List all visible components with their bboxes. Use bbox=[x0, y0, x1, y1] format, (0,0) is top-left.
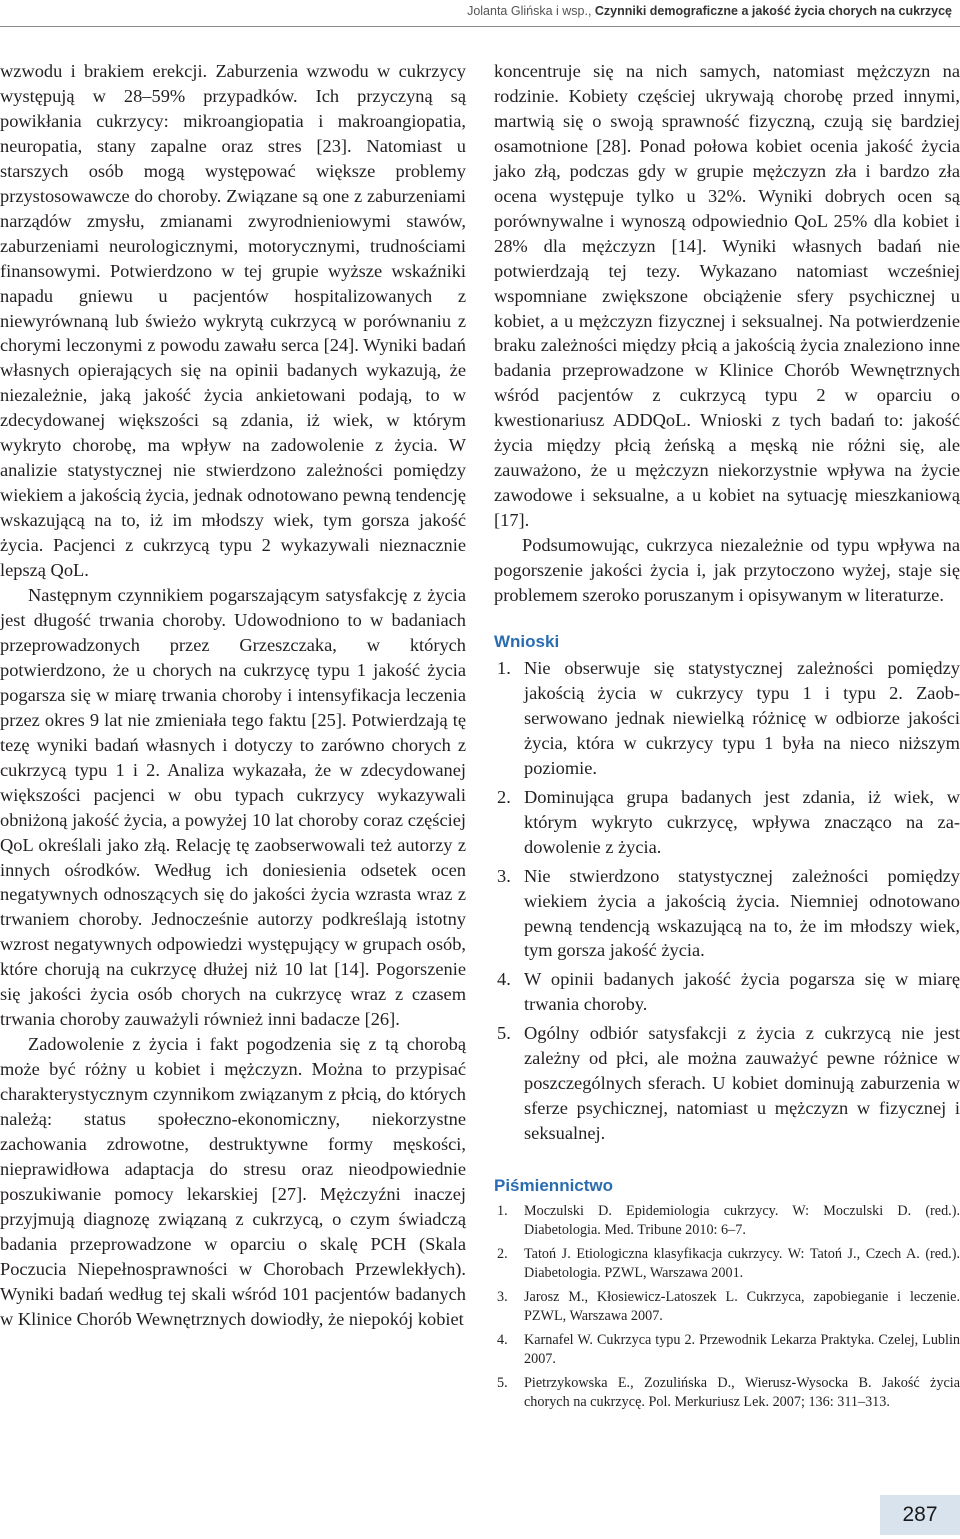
reference-number: 5. bbox=[497, 1375, 508, 1392]
right-column bbox=[494, 59, 960, 1417]
item-text: Nie obserwuje się statystycznej zależności pomiędzy jakością życia w cukrzycy typu 1 i typu 2. Zaobserwowano jednak niewielką różnicę w odbiorze jakości życia, która w cukrzycy typu 1 była na nieco niższym poziomie. bbox=[524, 657, 960, 778]
body-paragraph: Następnym czynnikiem pogarszającym satysfakcję z życia jest długość trwania choroby. Udowodniono to w badaniach przeprowadzonych przez Grzeszczaka, w których potwierdzono, że u chorych na cukrzycę typu 1 jakość życia pogarsza się w miarę trwania choroby i intensyfikacja leczenia przez okres 9 lat nie zmieniała tego faktu [25]. Potwierdzają tę tezę wyniki badań własnych i dotyczy to zarówno chorych z cukrzycą typu 1 i 2. Analiza wykazała, że w zdecydowanej większości pacjenci w obu typach cukrzycy wykazywali obniżoną jakość życia, a powyżej 10 lat choroby coraz częściej QoL określali jako złą. Relację tę zaobserwowali też autorzy z innych ośrodków. Według ich doniesienia odsetek ocen negatywnych odnoszących się do jakości życia wzrasta wraz z trwaniem choroby. Jednocześnie autorzy podkreślają istotny wzrost negatywnych odpowiedzi występujący w grupach osób, które chorują na cukrzycę dłużej niż 10 lat [14]. Pogorszenie się jakości życia osób chorych na cukrzycę wraz z czasem trwania choroby zauważyli również inni badacze [26]. bbox=[0, 585, 466, 1030]
conclusions-list bbox=[494, 656, 960, 1146]
reference-item bbox=[494, 1288, 960, 1326]
references-heading: Piśmiennictwo bbox=[494, 1176, 614, 1196]
conclusion-item bbox=[494, 967, 960, 1017]
conclusion-item bbox=[494, 785, 960, 860]
reference-item bbox=[494, 1202, 960, 1240]
reference-number: 2. bbox=[497, 1246, 508, 1263]
item-number: 4. bbox=[497, 969, 511, 990]
conclusion-item bbox=[494, 1021, 960, 1146]
reference-item bbox=[494, 1331, 960, 1369]
reference-item bbox=[494, 1245, 960, 1283]
reference-number: 4. bbox=[497, 1332, 508, 1349]
reference-item bbox=[494, 1374, 960, 1412]
reference-number: 1. bbox=[497, 1203, 508, 1220]
conclusion-item bbox=[494, 864, 960, 964]
body-paragraph: Zadowolenie z życia i fakt pogodzenia się z tą chorobą może być różny u kobiet i mężczyzn. Można to przypisać charakterystycznym czynnikom związanym z płcią, do których należą: status społeczno-ekonomiczny, niekorzystne zachowania zdrowotne, destruktywne formy męskości, nieprawidłowa adaptacja do stresu oraz nieodpowiednie poszukiwanie pomocy lekarskiej [27]. Mężczyźni inaczej przyjmują diagnozę związaną z cukrzycą, o czym świadczą badania przeprowadzone w oparciu o skalę PCH (Skala Poczucia Niepełnosprawności w Chorobach Przewlekłych). Wyniki badań według tej skali wśród 101 pacjentów badanych w Klinice Chorób Wewnętrznych dowiodły, że niepokój kobiet bbox=[0, 1034, 466, 1329]
reference-text: Jarosz M., Kłosiewicz-Latoszek L. Cukrzyca, zapobieganie i leczenie. PZWL, Warszawa 2007. bbox=[524, 1289, 960, 1325]
header-article-title: Czynniki demograficzne a jakość życia chorych na cukrzycę bbox=[594, 4, 952, 18]
body-paragraph: koncentruje się na nich samych, natomiast mężczyzn na rodzinie. Kobiety częściej ukrywają chorobę przed innymi, martwią się o swoją sprawność fizyczną, czują się bardziej osamotnione [28]. Ponad połowa kobiet ocenia jakość życia jako złą, podczas gdy w grupie mężczyzn zła i bardzo zła ocena występuje tylko u 32%. Wyniki dobrych ocen są porównywalne i wynoszą odpowiednio QoL 25% dla kobiet i 28% dla mężczyzn [14]. Wyniki własnych badań nie potwierdzają tej tezy. Wykazano natomiast wcześniej wspomniane zwiększone obciążenie sfery psychicznej u kobiet, a u mężczyzn fizycznej i seksualnej. Na potwierdzenie braku zależności między płcią a jakością życia znaleziono inne badania przeprowadzone w Klinice Chorób Wewnętrznych wśród pacjentów z cukrzycą typu 2 w oparciu o kwestionariusz ADDQoL. Wnioski z tych badań to: jakość życia między płcią żeńską a męską nie różni się, ale zauważono, że u mężczyzn niekorzystnie wpływa na życie zawodowe i seksualne, a u kobiet na sytuację mieszkaniową [17]. bbox=[494, 61, 960, 531]
conclusions-heading: Wnioski bbox=[494, 631, 560, 651]
reference-text: Tatoń J. Etiologiczna klasyfikacja cukrzycy. W: Tatoń J., Czech A. (red.). Diabetologia. PZWL, Warszawa 2001. bbox=[524, 1246, 960, 1282]
item-number: 3. bbox=[497, 865, 511, 886]
header-separator: , bbox=[587, 4, 595, 18]
reference-number: 3. bbox=[497, 1289, 508, 1306]
body-paragraph: Podsumowując, cukrzyca niezależnie od typu wpływa na pogorszenie jakości życia i, jak przytoczono wyżej, staje się problemem szeroko poruszanym i opisywanym w literaturze. bbox=[494, 535, 960, 606]
left-column bbox=[0, 59, 466, 1332]
reference-text: Moczulski D. Epidemiologia cukrzycy. W: Moczulski D. (red.). Diabetologia. Med. Tribune 2010: 6–7. bbox=[524, 1203, 960, 1239]
item-number: 5. bbox=[497, 1023, 511, 1044]
item-number: 1. bbox=[497, 657, 511, 678]
running-header bbox=[0, 0, 960, 27]
item-text: W opinii badanych jakość życia pogarsza się w miarę trwania choroby. bbox=[524, 969, 960, 1015]
reference-text: Pietrzykowska E., Zozulińska D., Wierusz-Wysocka B. Jakość życia chorych na cukrzycę. Pol. Merkuriusz Lek. 2007; 136: 311–313. bbox=[524, 1375, 960, 1411]
conclusion-item bbox=[494, 656, 960, 781]
item-text: Dominująca grupa badanych jest zdania, iż wiek, w którym wykryto cukrzycę, wpływa znacząco na zadowolenie z życia. bbox=[524, 786, 960, 857]
item-text: Ogólny odbiór satysfakcji z życia z cukrzycą nie jest zależny od płci, ale można zauważyć pewne różnice w poszczególnych sferach. U kobiet dominują zaburzenia w sferze psychicznej, natomiast u mężczyzn w fizycznej i seksualnej. bbox=[524, 1023, 960, 1144]
page-number: 287 bbox=[880, 1495, 960, 1535]
reference-text: Karnafel W. Cukrzyca typu 2. Przewodnik Lekarza Praktyka. Czelej, Lublin 2007. bbox=[524, 1332, 960, 1368]
body-paragraph: wzwodu i brakiem erekcji. Zaburzenia wzwodu w cukrzycy występują w 28–59% przypadków. Ich przyczyną są powikłania cukrzycy: mikroangiopatia i makroangiopatia, neuropatia, stany zapalne oraz stres [23]. Natomiast u starszych osób mogą występować większe problemy przystosowawcze do choroby. Związane są one z zaburzeniami narządów zmysłu, zmianami zwyrodnieniowymi stawów, zaburzeniami neurologicznymi, motorycznymi, trudnościami finansowymi. Potwierdzono w tej grupie wyższe wskaźniki napadu gniewu u pacjentów hospitalizowanych z niewyrównaną lub świeżo wykrytą cukrzycą w porównaniu z chorymi leczonymi z powodu zawału serca [24]. Wyniki badań własnych opierających się na opinii badanych wykazują, że niezależnie, jaką jakość życia ankietowani podają, to w zdecydowanej większości są zdania, iż wiek, w którym wykryto chorobę, ma wpływ na zadowolenie z życia. W analizie statystycznej nie stwierdzono zależności pomiędzy wiekiem a jakością życia, jednak odnotowano pewną tendencję wskazującą na to, iż im młodszy wiek, tym gorsza jakość życia. Pacjenci z cukrzycą typu 2 wykazywali nieznacznie lepszą QoL. bbox=[0, 61, 466, 581]
references-list bbox=[494, 1202, 960, 1412]
item-number: 2. bbox=[497, 786, 511, 807]
item-text: Nie stwierdzono statystycznej zależności pomiędzy wiekiem życia a jakością życia. Niemniej odnotowano pewną tendencją wskazującą na to, że im młodszy wiek, tym gorsza jakość życia. bbox=[524, 865, 960, 961]
header-authors: Jolanta Glińska i wsp. bbox=[467, 4, 588, 18]
